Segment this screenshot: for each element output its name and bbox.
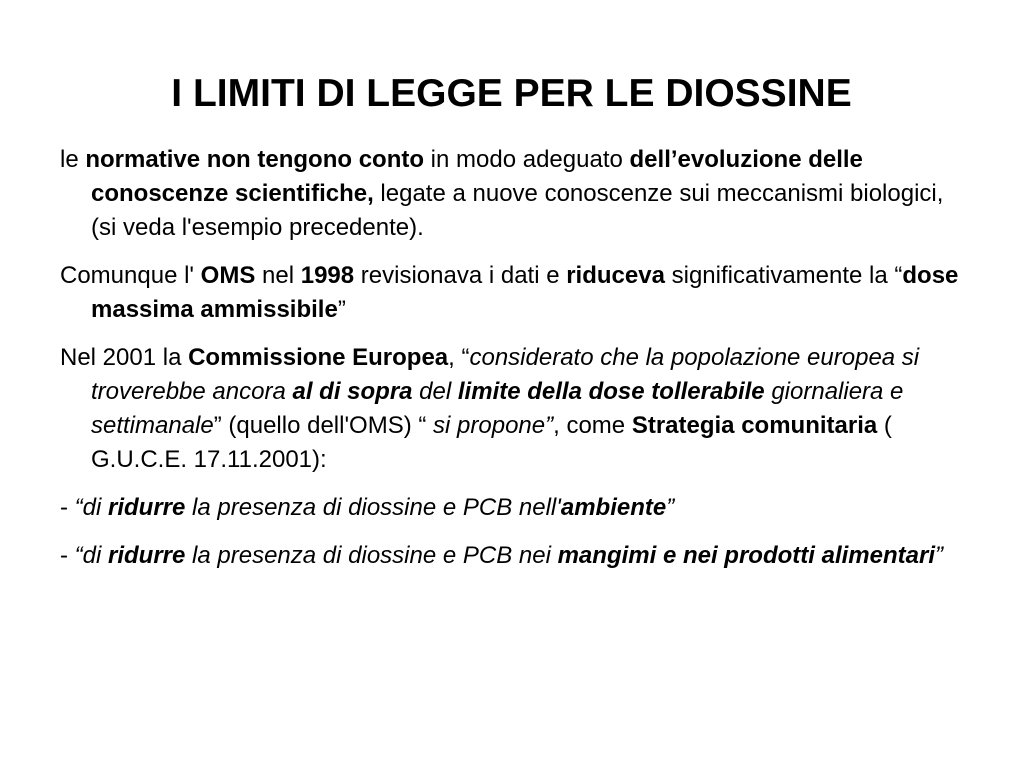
text-run-bold-italic: ridurre bbox=[108, 542, 186, 569]
text-run-bold: Commissione Europea bbox=[188, 344, 449, 371]
text-run-bold: dell’evoluzione delle conoscenze scientifiche, bbox=[91, 146, 863, 207]
text-run-italic: considerato che la popolazione europea si troverebbe ancora bbox=[91, 344, 920, 405]
text-run-bold: normative non tengono conto bbox=[85, 146, 425, 173]
text-run: in modo adeguato bbox=[424, 146, 630, 173]
paragraph-normative bbox=[60, 143, 960, 245]
text-run-italic: ” bbox=[934, 542, 943, 569]
text-run-bold-italic: ridurre bbox=[108, 494, 186, 521]
text-run-bold-italic: limite della dose tollerabile bbox=[457, 378, 765, 405]
slide-body bbox=[60, 143, 960, 587]
text-run-italic: del bbox=[412, 378, 458, 405]
text-run-italic: giornaliera e settimanale bbox=[91, 378, 904, 439]
text-run-bold: riduceva bbox=[566, 262, 665, 289]
text-run: ” bbox=[337, 296, 346, 323]
text-run: Comunque l' bbox=[60, 262, 201, 289]
text-run: Nel 2001 la bbox=[60, 344, 189, 371]
text-run-bold-italic: mangimi e nei prodotti alimentari bbox=[557, 542, 935, 569]
bullet-dash: - bbox=[60, 542, 75, 569]
text-run: ( G.U.C.E. 17.11.2001): bbox=[91, 412, 892, 473]
text-run: legate a nuove conoscenze sui meccanismi biologici, (si veda l'esempio precedente). bbox=[91, 180, 944, 241]
bullet-dash: - bbox=[60, 494, 75, 521]
text-run-bold: Strategia comunitaria bbox=[631, 412, 878, 439]
text-run-italic: la presenza di diossine e PCB nei bbox=[185, 542, 558, 569]
text-run-italic: “di bbox=[74, 542, 109, 569]
text-run: significativamente la “ bbox=[664, 262, 903, 289]
text-run: nel bbox=[255, 262, 301, 289]
text-run: , come bbox=[553, 412, 632, 439]
text-run-italic: “di bbox=[74, 494, 109, 521]
text-run-italic: la presenza di diossine e PCB nell' bbox=[185, 494, 561, 521]
text-run-italic: ” bbox=[666, 494, 675, 521]
text-run-bold-italic: al di sopra bbox=[292, 378, 413, 405]
text-run: ” (quello dell'OMS) “ bbox=[213, 412, 434, 439]
text-run-bold: 1998 bbox=[300, 262, 355, 289]
text-run: revisionava i dati e bbox=[354, 262, 567, 289]
text-run: le bbox=[60, 146, 86, 173]
text-run-bold-italic: ambiente bbox=[560, 494, 667, 521]
text-run: , “ bbox=[448, 344, 470, 371]
text-run-italic: si propone” bbox=[433, 412, 554, 439]
slide-title: I LIMITI DI LEGGE PER LE DIOSSINE bbox=[171, 72, 852, 115]
paragraph-oms bbox=[60, 259, 960, 327]
bullet-mangimi bbox=[60, 539, 960, 573]
text-run-bold: dose massima ammissibile bbox=[91, 262, 959, 323]
bullet-ambiente bbox=[60, 491, 960, 525]
paragraph-commissione bbox=[60, 341, 960, 477]
text-run-bold: OMS bbox=[200, 262, 256, 289]
